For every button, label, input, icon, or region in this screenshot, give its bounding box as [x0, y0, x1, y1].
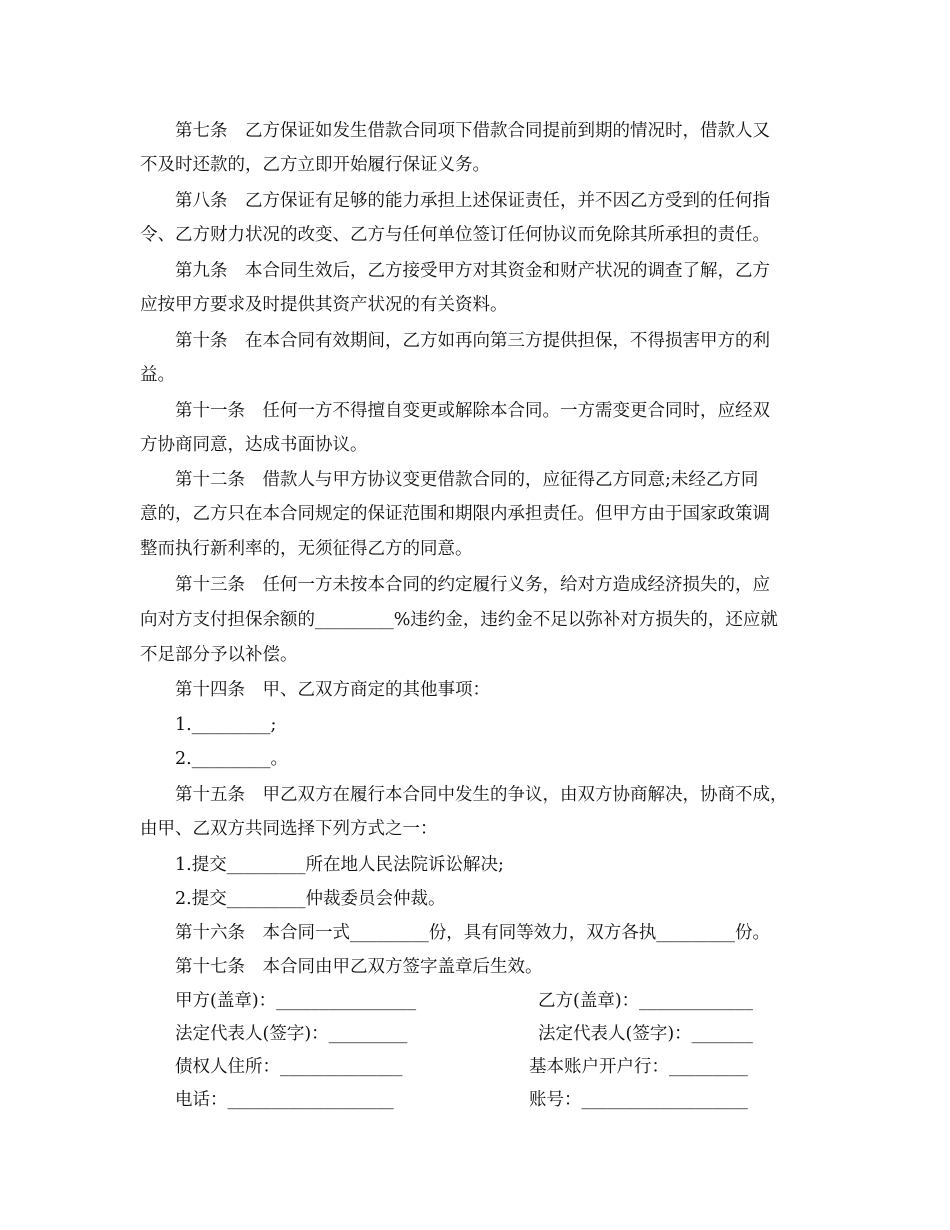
party-a-representative-field: 法定代表人(签字)：_________	[175, 1024, 408, 1044]
article-15-line-2: 由甲、乙双方共同选择下列方式之一：	[140, 819, 438, 839]
article-7-line-1: 第七条 乙方保证如发生借款合同项下借款合同提前到期的情况时，借款人又	[140, 121, 770, 141]
creditor-address-field: 债权人住所：______________	[175, 1057, 403, 1077]
article-12-line-1: 第十二条 借款人与甲方协议变更借款合同的，应征得乙方同意;未经乙方同	[140, 470, 759, 490]
article-15-option-1: 1.提交_________所在地人民法院诉讼解决;	[140, 855, 504, 875]
article-15-line-1: 第十五条 甲乙双方在履行本合同中发生的争议，由双方协商解决，协商不成，	[140, 785, 788, 805]
article-10-line-1: 第十条 在本合同有效期间，乙方如再向第三方提供担保，不得损害甲方的利	[140, 331, 770, 351]
article-13-line-2: 向对方支付担保余额的_________%违约金，违约金不足以弥补对方损失的，还应就	[140, 610, 778, 630]
party-b-representative-field: 法定代表人(签字)：_______	[538, 1024, 753, 1044]
article-14-item-2: 2._________。	[140, 749, 288, 769]
article-13-line-1: 第十三条 任何一方未按本合同的约定履行义务，给对方造成经济损失的，应	[140, 575, 770, 595]
article-9-line-2: 应按甲方要求及时提供其资产状况的有关资料。	[140, 295, 508, 315]
article-10-line-2: 益。	[140, 365, 175, 385]
article-8-line-1: 第八条 乙方保证有足够的能力承担上述保证责任，并不因乙方受到的任何指	[140, 191, 770, 211]
article-11-line-2: 方协商同意，达成书面协议。	[140, 435, 368, 455]
article-13-line-3: 不足部分予以补偿。	[140, 645, 298, 665]
article-15-option-2: 2.提交_________仲裁委员会仲裁。	[140, 889, 446, 909]
phone-field: 电话：___________________	[175, 1090, 394, 1110]
article-8-line-2: 令、乙方财力状况的改变、乙方与任何单位签订任何协议而免除其所承担的责任。	[140, 225, 770, 245]
article-14-line-1: 第十四条 甲、乙双方商定的其他事项：	[140, 680, 490, 700]
article-12-line-2: 意的，乙方只在本合同规定的保证范围和期限内承担责任。但甲方由于国家政策调	[140, 504, 770, 524]
party-a-seal-field: 甲方(盖章)：________________	[175, 991, 417, 1011]
article-16-line-1: 第十六条 本合同一式_________份，具有同等效力，双方各执_________份。	[140, 923, 770, 943]
article-12-line-3: 整而执行新利率的，无须征得乙方的同意。	[140, 539, 473, 559]
party-b-seal-field: 乙方(盖章)：_____________	[538, 991, 753, 1011]
article-9-line-1: 第九条 本合同生效后，乙方接受甲方对其资金和财产状况的调查了解，乙方	[140, 261, 770, 281]
article-7-line-2: 不及时还款的，乙方立即开始履行保证义务。	[140, 155, 490, 175]
article-14-item-1: 1._________;	[140, 715, 277, 735]
account-field: 账号：___________________	[529, 1090, 748, 1110]
article-11-line-1: 第十一条 任何一方不得擅自变更或解除本合同。一方需变更合同时，应经双	[140, 401, 770, 421]
bank-field: 基本账户开户行：_________	[529, 1057, 748, 1077]
article-17-line-1: 第十七条 本合同由甲乙双方签字盖章后生效。	[140, 957, 543, 977]
